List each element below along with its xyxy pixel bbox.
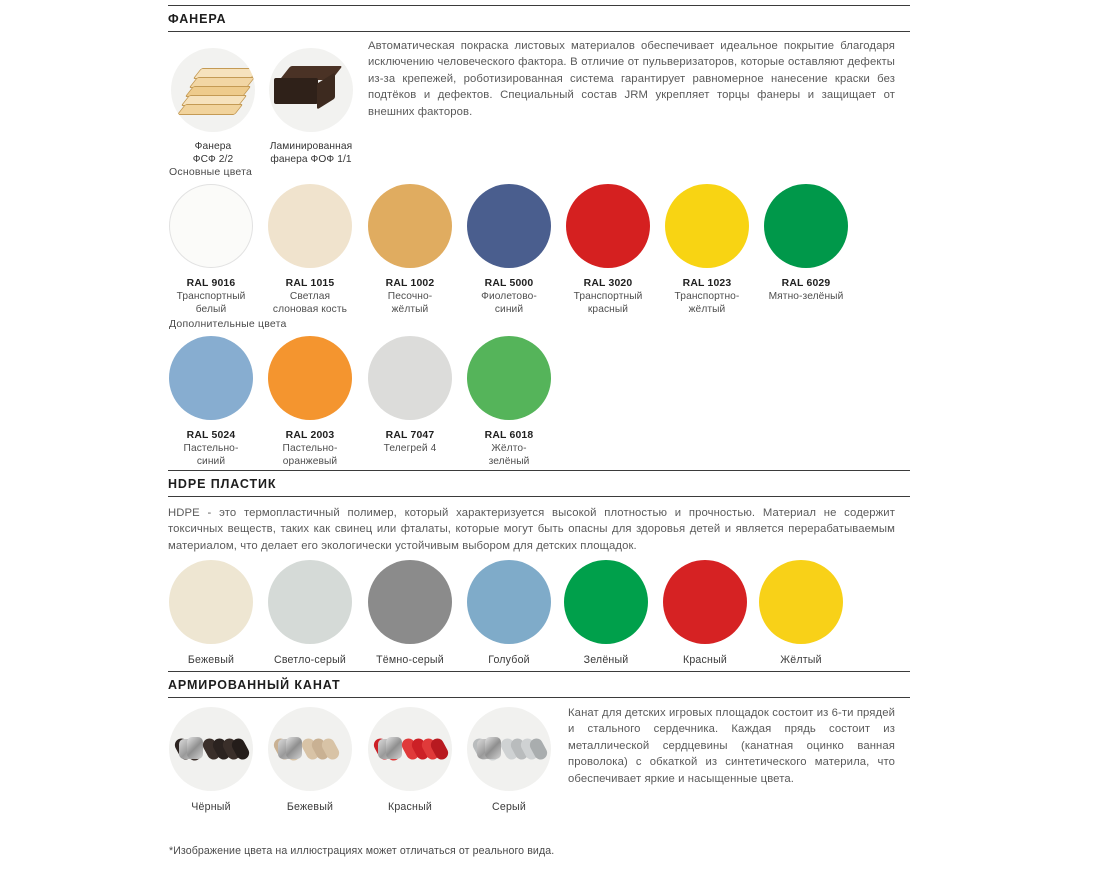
swatch-hdpe-red[interactable] — [655, 560, 755, 667]
color-name: Жёлтый — [780, 654, 822, 666]
section-header-hdpe — [168, 470, 910, 497]
swatch-ral-5024[interactable] — [161, 336, 261, 468]
rope-item-black[interactable] — [161, 707, 261, 814]
rope-icon — [268, 707, 352, 791]
section-title-rope: АРМИРОВАННЫЙ КАНАТ — [168, 677, 341, 692]
color-circle — [169, 560, 253, 644]
rope-icon — [368, 707, 452, 791]
color-code: RAL 6029 — [781, 278, 831, 289]
swatch-ral-1002[interactable] — [360, 184, 460, 316]
color-code: RAL 6018 — [484, 430, 534, 441]
color-circle — [759, 560, 843, 644]
swatch-hdpe-yellow[interactable] — [751, 560, 851, 667]
swatch-hdpe-blue[interactable] — [459, 560, 559, 667]
color-name: Транспортный белый — [176, 291, 246, 315]
color-code: RAL 3020 — [583, 278, 633, 289]
swatch-ral-6029[interactable] — [756, 184, 856, 304]
color-circle — [663, 560, 747, 644]
color-name: Светлая слоновая кость — [272, 291, 348, 315]
color-name: Фиолетово- синий — [481, 291, 537, 315]
color-circle — [268, 560, 352, 644]
swatch-hdpe-green[interactable] — [556, 560, 656, 667]
color-circle — [268, 184, 352, 268]
color-circle — [368, 560, 452, 644]
swatch-ral-3020[interactable] — [558, 184, 658, 316]
color-code: RAL 9016 — [186, 278, 236, 289]
color-name: Зелёный — [583, 654, 629, 666]
color-circle — [169, 184, 253, 268]
color-code: RAL 1002 — [385, 278, 435, 289]
laminated-plywood-icon — [269, 48, 353, 132]
rope-name: Красный — [387, 801, 433, 813]
rope-icon — [467, 707, 551, 791]
color-code: RAL 5024 — [186, 430, 236, 441]
color-circle — [467, 560, 551, 644]
color-circle — [764, 184, 848, 268]
label-extra-colors: Дополнительные цвета — [169, 318, 287, 330]
swatch-hdpe-dark-gray[interactable] — [360, 560, 460, 667]
color-circle — [268, 336, 352, 420]
paragraph-plywood: Автоматическая покраска листовых материалов обеспечивает идеальное покрытие благодаря исключению человеческого фактора. В отличие от пульверизаторов, которые оставляют дефекты из-за крепежей, роботизированная система гарантирует равномерное нанесение краски без подтёков и дефектов. Специальный состав JRM укрепляет торцы фанеры и защищает от внешних факторов. — [368, 40, 895, 118]
color-circle — [467, 184, 551, 268]
color-circle — [564, 560, 648, 644]
color-name: Светло-серый — [273, 654, 347, 666]
swatch-ral-6018[interactable] — [459, 336, 559, 468]
paragraph-hdpe: HDPE - это термопластичный полимер, который характеризуется высокой плотностью и прочностью. Материал не содержит токсичных веществ, таких как свинец или фталаты, которые могут быть опасны для здоровья детей и является перерабатываемым материалом, что делает его экологически устойчивым выбором для детских площадок. — [168, 507, 895, 552]
color-code: RAL 1015 — [285, 278, 335, 289]
thumb-plywood-laminated — [258, 48, 364, 166]
rope-icon — [169, 707, 253, 791]
color-circle — [368, 184, 452, 268]
swatch-ral-7047[interactable] — [360, 336, 460, 456]
color-code: RAL 2003 — [285, 430, 335, 441]
color-circle — [665, 184, 749, 268]
rope-item-red[interactable] — [360, 707, 460, 814]
color-name: Жёлто- зелёный — [488, 443, 530, 467]
rope-name: Чёрный — [191, 801, 231, 813]
color-name: Транспортно- жёлтый — [674, 291, 740, 315]
rope-item-beige[interactable] — [260, 707, 360, 814]
paragraph-rope: Канат для детских игровых площадок состоит из 6-ти прядей и стального сердечника. Каждая прядь состоит из металлической сердцевины (канатная оцинко ванная проволока) с обкаткой из синтетического материла, что обеспечивает яркие и насыщенные цвета. — [568, 707, 895, 785]
color-name: Тёмно-серый — [376, 654, 444, 666]
color-circle — [467, 336, 551, 420]
color-name: Красный — [682, 654, 728, 666]
section-title-plywood: ФАНЕРА — [168, 11, 227, 26]
swatch-hdpe-beige[interactable] — [161, 560, 261, 667]
color-name: Пастельно- оранжевый — [282, 443, 338, 467]
plywood-stack-icon — [171, 48, 255, 132]
rope-item-gray[interactable] — [459, 707, 559, 814]
swatch-ral-2003[interactable] — [260, 336, 360, 468]
color-name: Песочно- жёлтый — [387, 291, 433, 315]
swatch-ral-1023[interactable] — [657, 184, 757, 316]
footnote: *Изображение цвета на иллюстрациях может отличаться от реального вида. — [169, 845, 555, 857]
color-code: RAL 1023 — [682, 278, 732, 289]
color-name: Голубой — [488, 654, 530, 666]
section-title-hdpe: HDPE ПЛАСТИК — [168, 476, 277, 491]
thumb-caption: Фанера ФСФ 2/2 — [192, 141, 234, 165]
section-header-rope — [168, 671, 910, 698]
color-name: Бежевый — [187, 654, 235, 666]
color-code: RAL 5000 — [484, 278, 534, 289]
color-circle — [169, 336, 253, 420]
label-main-colors: Основные цвета — [169, 166, 253, 178]
swatch-ral-1015[interactable] — [260, 184, 360, 316]
rope-name: Бежевый — [286, 801, 334, 813]
color-name: Транспортный красный — [573, 291, 643, 315]
thumb-caption: Ламинированная фанера ФОФ 1/1 — [269, 141, 353, 165]
swatch-hdpe-light-gray[interactable] — [260, 560, 360, 667]
swatch-ral-5000[interactable] — [459, 184, 559, 316]
section-header-plywood — [168, 5, 910, 32]
color-name: Мятно-зелёный — [768, 291, 844, 302]
color-circle — [566, 184, 650, 268]
color-circle — [368, 336, 452, 420]
color-code: RAL 7047 — [385, 430, 435, 441]
color-name: Телегрей 4 — [383, 443, 437, 454]
color-name: Пастельно- синий — [183, 443, 239, 467]
rope-name: Серый — [492, 801, 526, 813]
thumb-plywood-fsf — [160, 48, 266, 166]
swatch-ral-9016[interactable] — [161, 184, 261, 316]
